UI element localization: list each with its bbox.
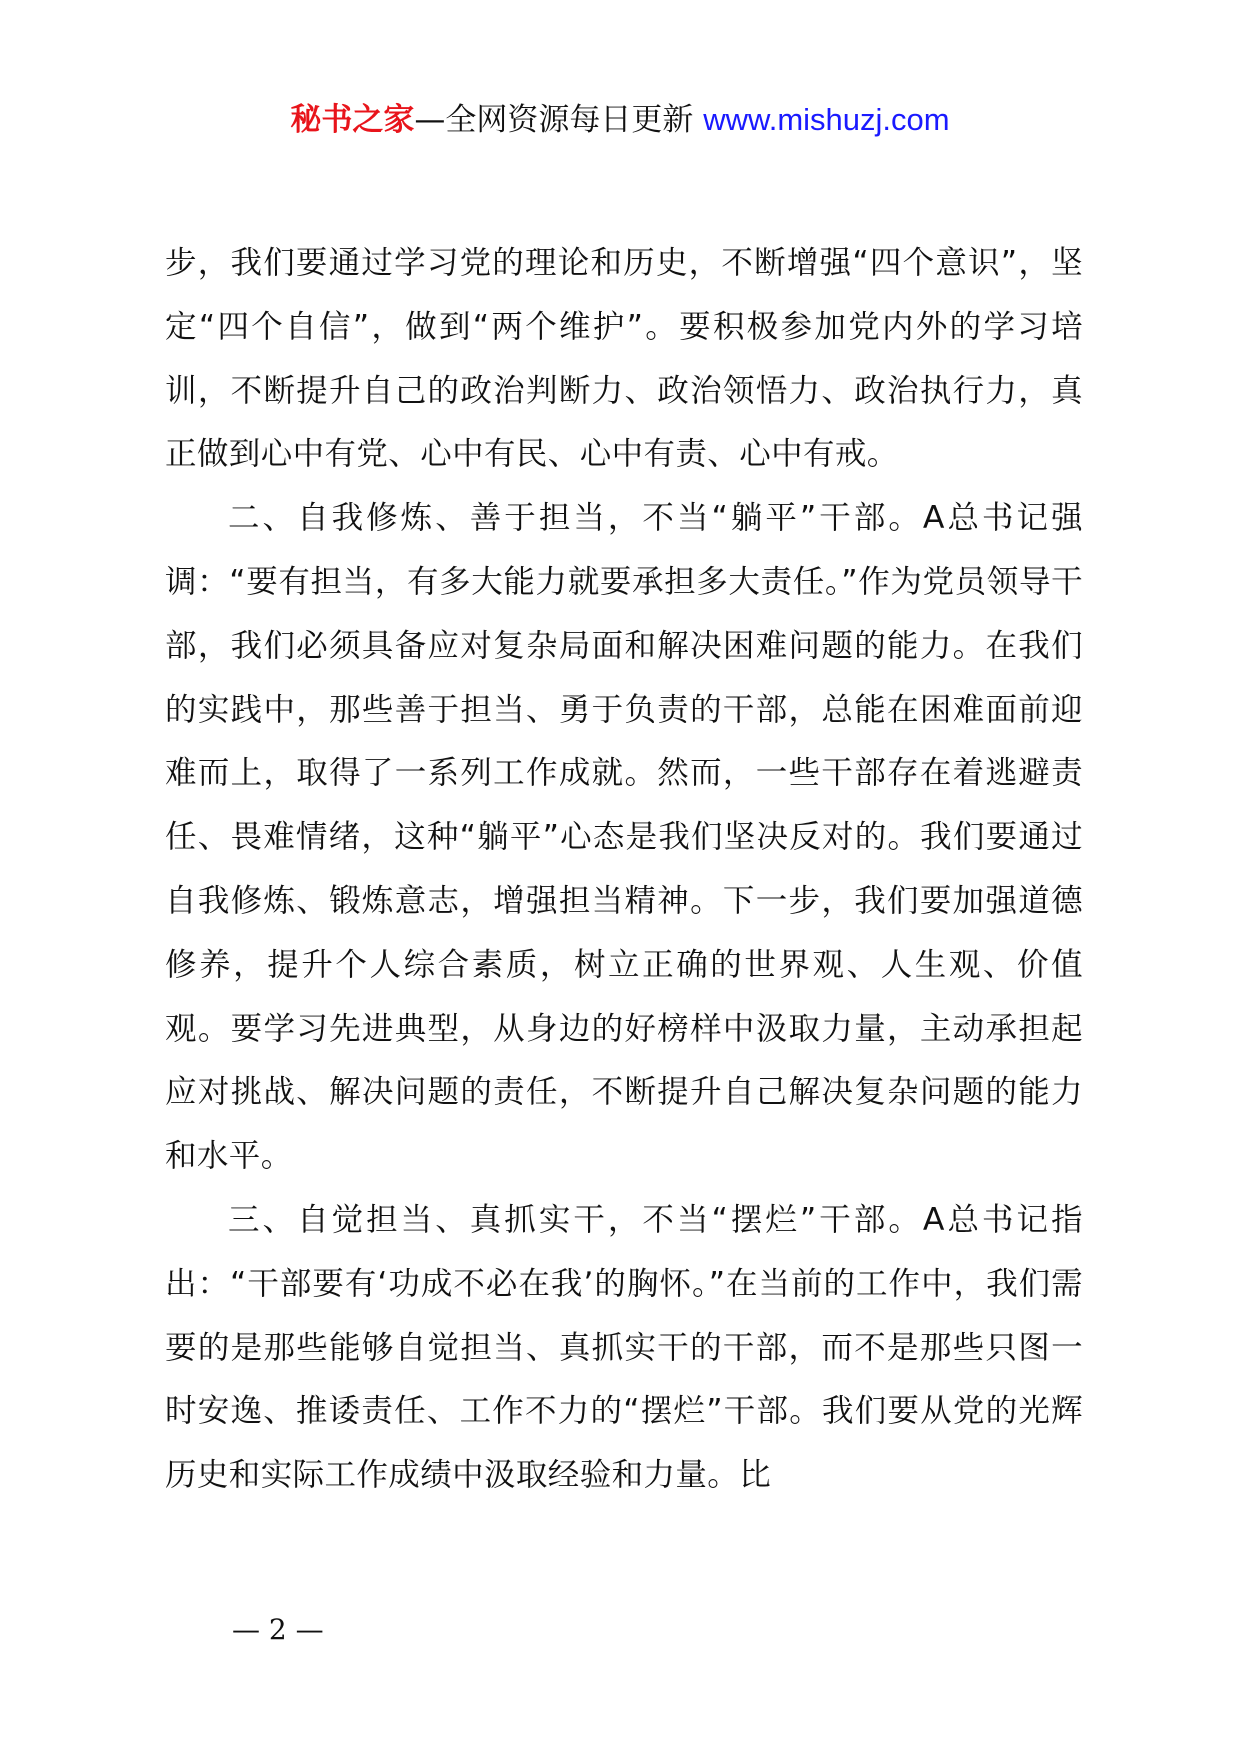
page-header (0, 98, 1240, 142)
paragraph-2: 二、自我修炼、善于担当，不当“躺平”干部。A总书记强调：“要有担当，有多大能力就要承担多大责任。”作为党员领导干部，我们必须具备应对复杂局面和解决困难问题的能力。在我们的实践中，那些善于担当、勇于负责的干部，总能在困难面前迎难而上，取得了一系列工作成就。然而，一些干部存在着逃避责任、畏难情绪，这种“躺平”心态是我们坚决反对的。我们要通过自我修炼、锻炼意志，增强担当精神。下一步，我们要加强道德修养，提升个人综合素质，树立正确的世界观、人生观、价值观。要学习先进典型，从身边的好榜样中汲取力量，主动承担起应对挑战、解决问题的责任，不断提升自己解决复杂问题的能力和水平。 (165, 500, 1083, 1175)
document-body (165, 232, 1083, 1508)
site-slogan: —全网资源每日更新 (414, 102, 704, 138)
site-brand: 秘书之家 (290, 102, 415, 138)
page-number: — 2 — (232, 1613, 324, 1646)
paragraph-1: 步，我们要通过学习党的理论和历史，不断增强“四个意识”，坚定“四个自信”，做到“两个维护”。要积极参加党内外的学习培训，不断提升自己的政治判断力、政治领悟力、政治执行力，真正做到心中有党、心中有民、心中有责、心中有戒。 (165, 245, 1083, 473)
site-url-link[interactable]: www.mishuzj.com (703, 102, 950, 137)
paragraph-3: 三、自觉担当、真抓实干，不当“摆烂”干部。A总书记指出：“干部要有‘功成不必在我’的胸怀。”在当前的工作中，我们需要的是那些能够自觉担当、真抓实干的干部，而不是那些只图一时安逸、推诿责任、工作不力的“摆烂”干部。我们要从党的光辉历史和实际工作成绩中汲取经验和力量。比 (165, 1201, 1083, 1494)
